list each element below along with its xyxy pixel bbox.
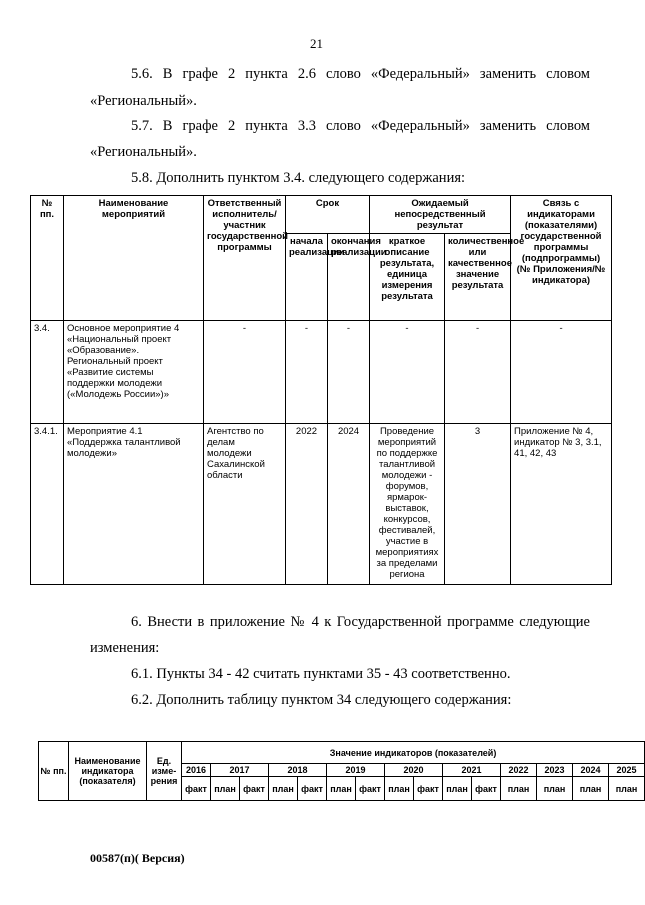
row-desc: Проведение мероприятий по поддержке талантливой молодежи - форумов, ярмарок-выставок, конкурсов, фестивалей, участие в мероприятиях за пределами региона (370, 424, 445, 585)
year-2022: 2022 (501, 764, 537, 777)
sub-header: план (609, 777, 645, 801)
sub-header: факт (472, 777, 501, 801)
year-2020: 2020 (385, 764, 443, 777)
paragraph-6-2: 6.2. Дополнить таблицу пунктом 34 следующего содержания: (131, 692, 512, 708)
header-expected-desc: краткое описание результата, единица измерения результата (370, 234, 445, 321)
header-responsible: Ответственный исполнитель/участник государственной программы (204, 196, 286, 321)
year-2017: 2017 (211, 764, 269, 777)
paragraph-6-line2: изменения: (90, 640, 160, 656)
sub-header: план (501, 777, 537, 801)
year-2025: 2025 (609, 764, 645, 777)
table-row (31, 321, 612, 424)
sub-header: план (327, 777, 356, 801)
t2-header-values: Значение индикаторов (показателей) (182, 742, 645, 764)
header-expected: Ожидаемый непосредственный результат (370, 196, 511, 234)
row-name: Основное мероприятие 4 «Национальный проект «Образование». Региональный проект «Развитие системы поддержки молодежи («Молодежь России»)» (64, 321, 204, 424)
row-desc: - (370, 321, 445, 424)
year-2023: 2023 (537, 764, 573, 777)
paragraph-5-7-line2: «Региональный». (90, 144, 197, 160)
sub-header: план (385, 777, 414, 801)
t2-header-unit: Ед. изме-рения (147, 742, 182, 801)
sub-header: факт (298, 777, 327, 801)
row-start: 2022 (286, 424, 328, 585)
header-num: № пп. (31, 196, 64, 321)
row-num: 3.4.1. (31, 424, 64, 585)
row-responsible: Агентство по делам молодежи Сахалинской области (204, 424, 286, 585)
t2-header-name: Наименование индикатора (показателя) (69, 742, 147, 801)
activities-table (30, 195, 612, 585)
header-link: Связь с индикаторами (показателями) государственной программы (подпрограммы) (№ Приложения/№ индикатора) (511, 196, 612, 321)
sub-header: факт (356, 777, 385, 801)
paragraph-5-8: 5.8. Дополнить пунктом 3.4. следующего содержания: (131, 170, 466, 186)
year-2019: 2019 (327, 764, 385, 777)
table-row (31, 424, 612, 585)
sub-header: план (573, 777, 609, 801)
sub-header: план (269, 777, 298, 801)
row-value: - (445, 321, 511, 424)
sub-header: факт (182, 777, 211, 801)
header-expected-value: количественное или качественное значение результата (445, 234, 511, 321)
header-name: Наименование мероприятий (64, 196, 204, 321)
row-end: 2024 (328, 424, 370, 585)
year-2024: 2024 (573, 764, 609, 777)
row-responsible: - (204, 321, 286, 424)
row-link: Приложение № 4, индикатор № 3, 3.1, 41, 42, 43 (511, 424, 612, 585)
sub-header: факт (414, 777, 443, 801)
paragraph-6-1: 6.1. Пункты 34 - 42 считать пунктами 35 - 43 соответственно. (131, 666, 511, 682)
paragraph-5-7-line1: 5.7. В графе 2 пункта 3.3 слово «Федеральный» заменить словом (131, 118, 590, 134)
header-term-end: окончания реализации (328, 234, 370, 321)
row-num: 3.4. (31, 321, 64, 424)
t2-header-num: № пп. (39, 742, 69, 801)
paragraph-6-line1: 6. Внести в приложение № 4 к Государственной программе следующие (131, 614, 590, 630)
sub-header: факт (240, 777, 269, 801)
row-start: - (286, 321, 328, 424)
page-number: 21 (310, 36, 323, 51)
paragraph-5-6-line1: 5.6. В графе 2 пункта 2.6 слово «Федеральный» заменить словом (131, 66, 590, 82)
footer-code: 00587(п)( Версия) (90, 851, 185, 865)
indicators-table (38, 741, 645, 801)
paragraph-5-6-line2: «Региональный». (90, 93, 197, 109)
row-link: - (511, 321, 612, 424)
sub-header: план (211, 777, 240, 801)
row-value: 3 (445, 424, 511, 585)
year-2016: 2016 (182, 764, 211, 777)
row-name: Мероприятие 4.1 «Поддержка талантливой молодежи» (64, 424, 204, 585)
row-end: - (328, 321, 370, 424)
header-term-start: начала реализации (286, 234, 328, 321)
sub-header: план (537, 777, 573, 801)
year-2018: 2018 (269, 764, 327, 777)
sub-header: план (443, 777, 472, 801)
year-2021: 2021 (443, 764, 501, 777)
header-term: Срок (286, 196, 370, 234)
